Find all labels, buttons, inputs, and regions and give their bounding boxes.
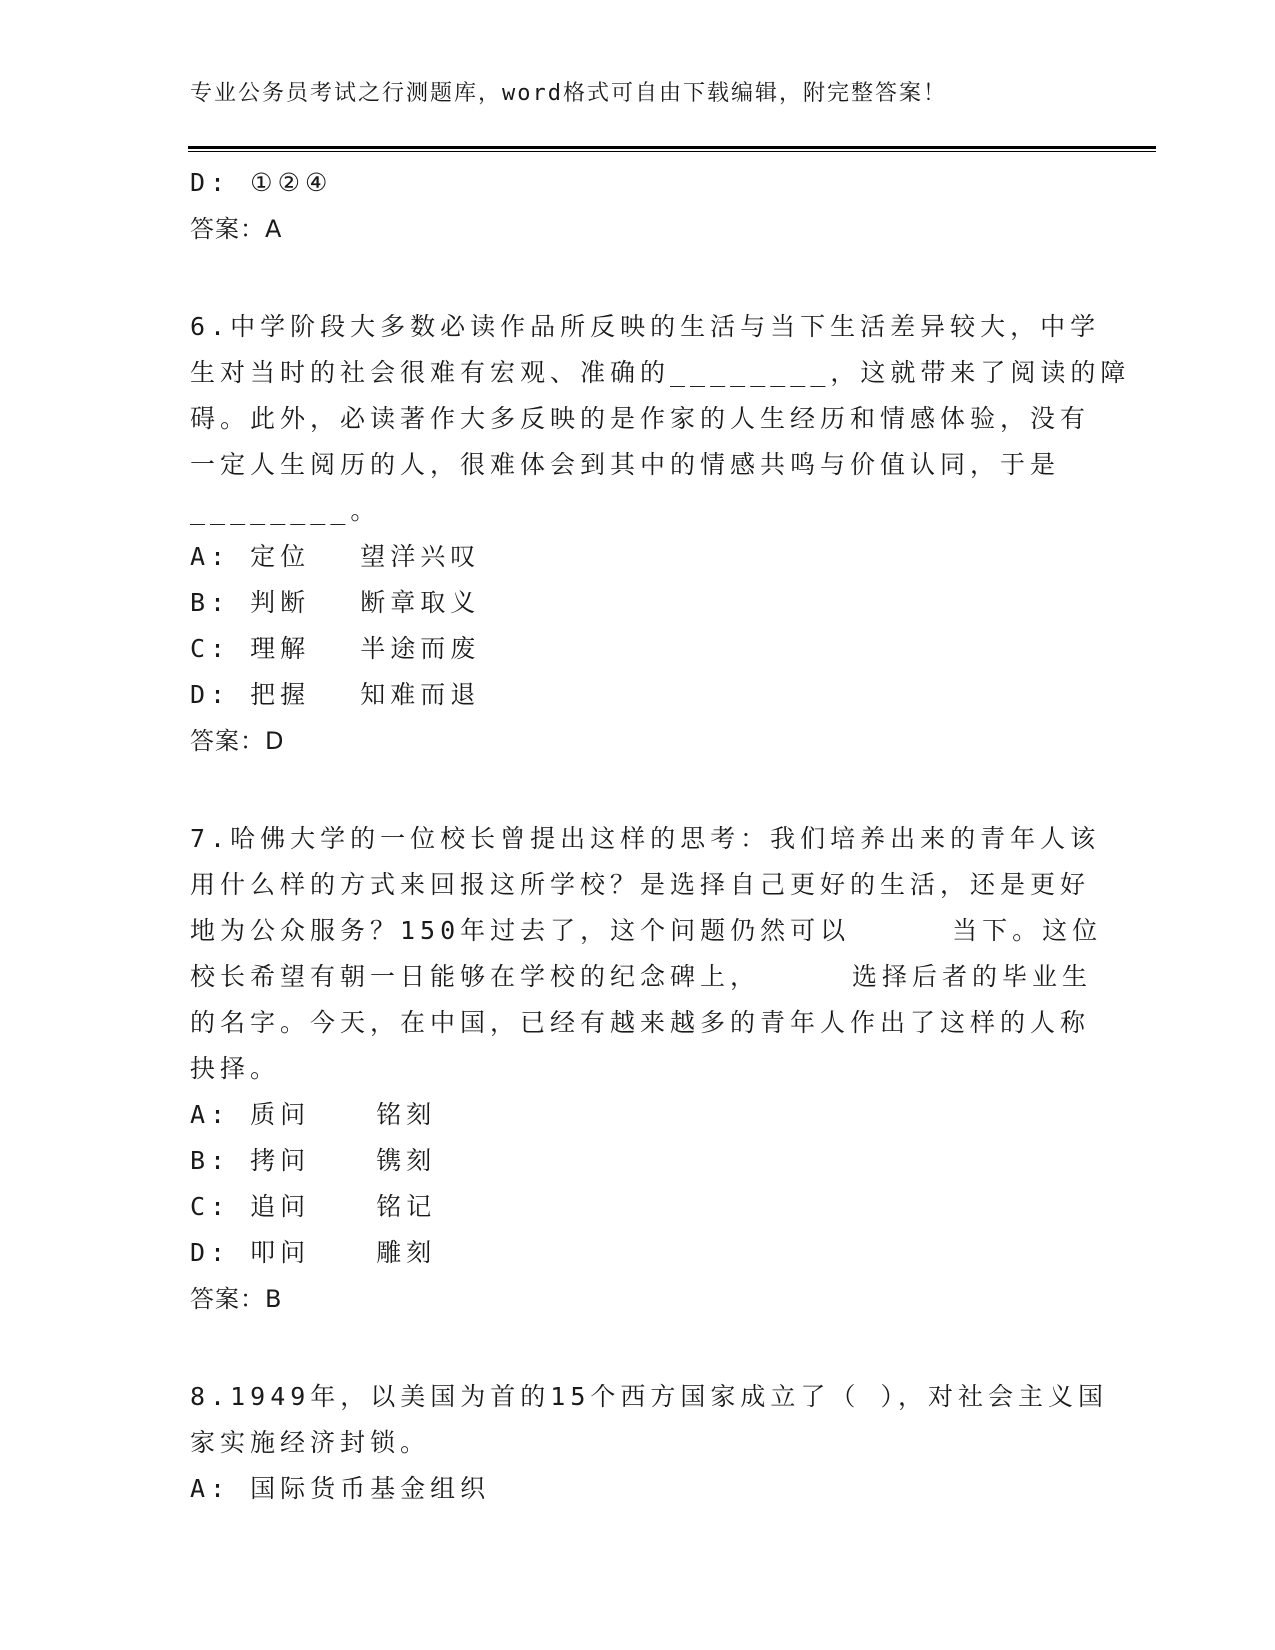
question-content (190, 160, 1131, 1512)
q7-option-a (190, 1092, 1090, 1138)
question-6 (190, 304, 1131, 764)
option-label: C: (190, 1192, 231, 1221)
q8-stem-line: 8.1949年，以美国为首的15个西方国家成立了（ ），对社会主义国 (190, 1382, 1108, 1411)
q7-stem-segment: 地为公众服务？150年过去了，这个问题仍然可以 (190, 916, 851, 945)
header-divider (188, 146, 1156, 152)
option-first: 把握 (250, 680, 311, 709)
q6-stem-line: 一定人生阅历的人，很难体会到其中的情感共鸣与价值认同，于是 (190, 450, 1061, 479)
option-second: 铭记 (376, 1192, 437, 1221)
q6-option-c (190, 626, 1090, 672)
option-second: 知难而退 (360, 680, 481, 709)
option-first: 定位 (250, 542, 311, 571)
q8-option-a: A: 国际货币基金组织 (190, 1474, 491, 1503)
q6-option-d (190, 672, 1090, 718)
page-header: 专业公务员考试之行测题库，word格式可自由下载编辑，附完整答案！ (190, 81, 947, 106)
q7-stem-line: 用什么样的方式来回报这所学校？是选择自己更好的生活，还是更好 (190, 870, 1091, 899)
q7-stem-segment: 当下。这位 (952, 916, 1103, 945)
q6-option-a (190, 534, 1090, 580)
option-label: B: (190, 1146, 231, 1175)
q6-stem-line: 生对当时的社会很难有宏观、准确的________，这就带来了阅读的障 (190, 358, 1131, 387)
q5-option-d: D: ①②④ (190, 168, 333, 197)
q7-stem-line: 的名字。今天，在中国，已经有越来越多的青年人作出了这样的人称 (190, 1008, 1091, 1037)
q6-stem-line: 碍。此外，必读著作大多反映的是作家的人生经历和情感体验，没有 (190, 404, 1091, 433)
question-7 (190, 816, 1103, 1322)
q7-stem-line: 7.哈佛大学的一位校长曾提出这样的思考：我们培养出来的青年人该 (190, 824, 1101, 853)
q7-stem-line (190, 954, 1093, 1000)
option-label: C: (190, 634, 231, 663)
option-label: A: (190, 1100, 231, 1129)
q7-option-b (190, 1138, 1090, 1184)
option-second: 半途而废 (360, 634, 481, 663)
option-label: D: (190, 680, 231, 709)
q6-stem-line: 6.中学阶段大多数必读作品所反映的生活与当下生活差异较大，中学 (190, 312, 1101, 341)
q7-stem-segment: 校长希望有朝一日能够在学校的纪念碑上， (190, 962, 761, 991)
q6-option-b (190, 580, 1090, 626)
option-second: 镌刻 (376, 1146, 437, 1175)
option-first: 质问 (250, 1100, 311, 1129)
option-first: 追问 (250, 1192, 311, 1221)
option-label: A: (190, 542, 231, 571)
q7-stem-line (190, 908, 1103, 954)
option-second: 望洋兴叹 (360, 542, 481, 571)
q6-stem-line: ________。 (190, 496, 381, 525)
q5-answer: 答案：A (190, 215, 283, 243)
q7-option-d (190, 1230, 1090, 1276)
option-second: 雕刻 (376, 1238, 437, 1267)
option-label: B: (190, 588, 231, 617)
option-first: 拷问 (250, 1146, 311, 1175)
q7-stem-segment: 选择后者的毕业生 (852, 962, 1093, 991)
q8-stem-line: 家实施经济封锁。 (190, 1428, 431, 1457)
q7-answer: 答案：B (190, 1285, 283, 1313)
question-8 (190, 1374, 1108, 1512)
q7-stem-line: 抉择。 (190, 1054, 281, 1083)
option-first: 判断 (250, 588, 311, 617)
option-label: D: (190, 1238, 231, 1267)
option-second: 铭刻 (376, 1100, 437, 1129)
option-first: 理解 (250, 634, 311, 663)
option-first: 叩问 (250, 1238, 311, 1267)
q7-option-c (190, 1184, 1090, 1230)
q6-answer: 答案：D (190, 727, 285, 755)
option-second: 断章取义 (360, 588, 481, 617)
